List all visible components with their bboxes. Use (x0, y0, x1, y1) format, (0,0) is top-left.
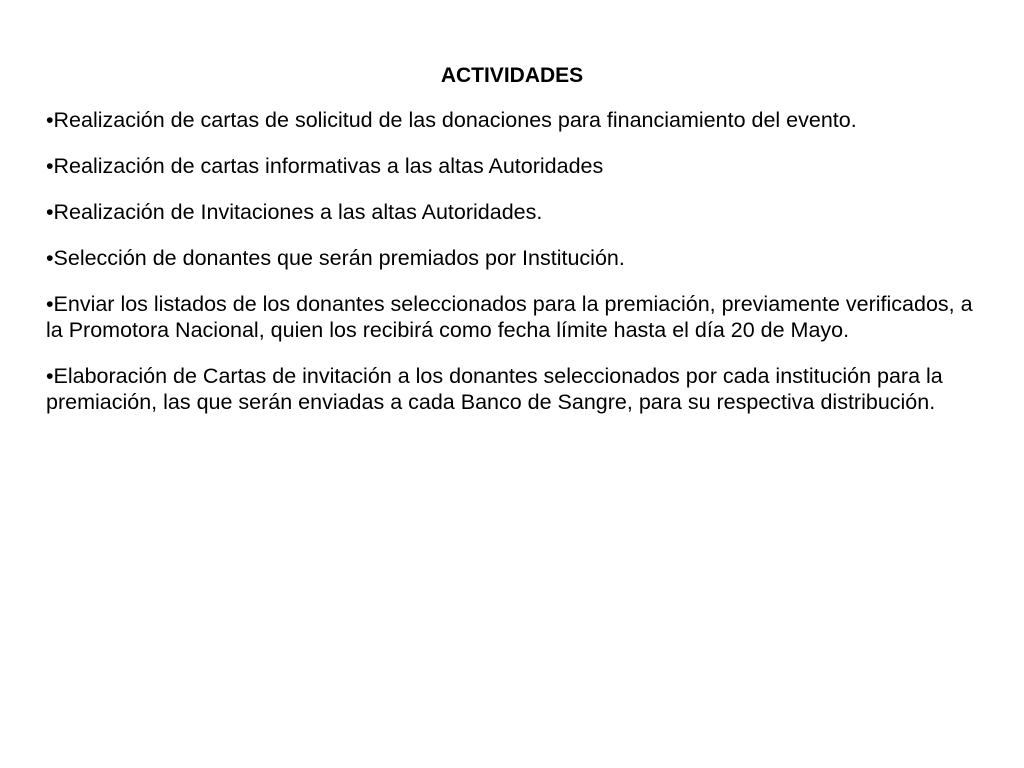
activity-item: •Realización de cartas de solicitud de las donaciones para financiamiento del evento. (46, 108, 857, 132)
activity-item: •Enviar los listados de los donantes seleccionados para la premiación, previamente verificados, a la Promotora Nacional, quien los recibirá como fecha límite hasta el día 20 de Mayo. (46, 292, 973, 342)
activity-list (46, 107, 976, 435)
slide-title: ACTIVIDADES (440, 64, 584, 87)
activity-item: •Realización de cartas informativas a las altas Autoridades (46, 154, 604, 178)
activity-item: •Elaboración de Cartas de invitación a los donantes seleccionados por cada institución para la premiación, las que serán enviadas a cada Banco de Sangre, para su respectiva distribución. (46, 364, 943, 414)
activity-item: •Realización de Invitaciones a las altas Autoridades. (46, 200, 543, 224)
activity-item: •Selección de donantes que serán premiados por Institución. (46, 246, 625, 270)
